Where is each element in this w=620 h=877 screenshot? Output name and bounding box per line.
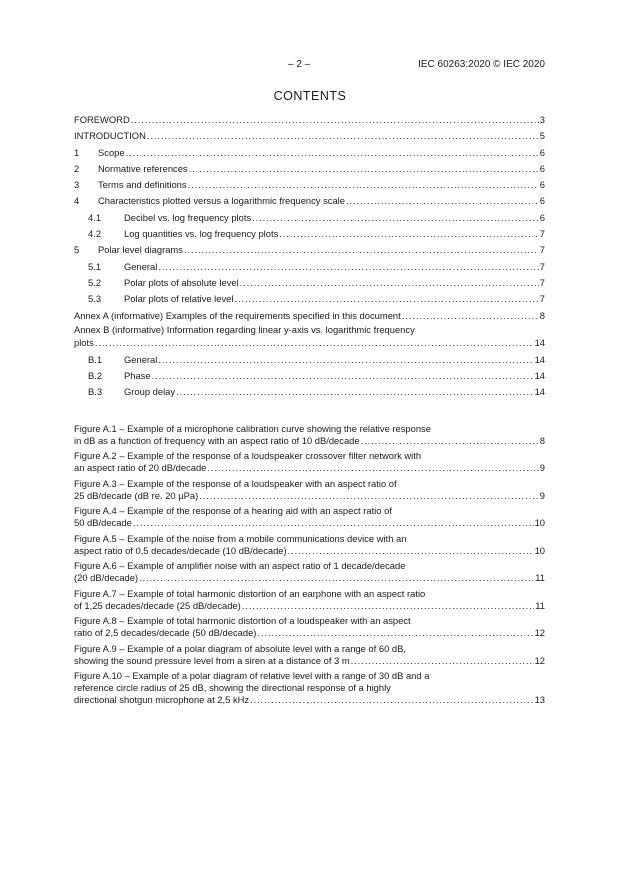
figure-caption-line1: Figure A.3 – Example of the response of a loudspeaker with an aspect ratio of: [74, 477, 397, 489]
figure-entry-line: [74, 517, 545, 529]
toc-entry-page: 8: [539, 309, 545, 321]
figure-caption-line1: Figure A.1 – Example of a microphone calibration curve showing the relative response: [74, 422, 431, 434]
figure-caption-last-line: (20 dB/decade): [74, 572, 139, 584]
figure-entry[interactable]: [74, 587, 545, 612]
toc-entry-line: [74, 242, 545, 258]
toc-entry[interactable]: [74, 259, 545, 275]
toc-entry-line: [74, 112, 545, 128]
document-reference: IEC 60263:2020 © IEC 2020: [418, 59, 545, 70]
toc-entry[interactable]: [74, 324, 545, 352]
figure-entry-line: [74, 572, 545, 584]
toc-entry-line: [74, 368, 545, 384]
figure-entry-line: [74, 422, 545, 435]
toc-entry-line: [74, 324, 545, 336]
dot-leader: [199, 490, 539, 502]
toc-entry-page: 6: [539, 162, 545, 174]
figure-entry[interactable]: [74, 559, 545, 584]
toc-entry-page: 6: [539, 146, 545, 158]
dot-leader: [288, 545, 534, 557]
toc-entry-page: 7: [539, 228, 545, 240]
toc-entry-title: INTRODUCTION: [74, 130, 146, 142]
toc-entry-title: Characteristics plotted versus a logarithmic frequency scale: [98, 195, 345, 207]
figure-caption-last-line: showing the sound pressure level from a siren at a distance of 3 m: [74, 654, 350, 666]
toc-entry-title: Log quantities vs. log frequency plots: [124, 228, 279, 240]
toc-entry-title: FOREWORD: [74, 114, 130, 125]
figure-entry-page: 10: [534, 544, 545, 556]
toc-entry-title: Phase: [124, 369, 151, 381]
toc-entry-page: 7: [539, 260, 545, 272]
figure-caption-line1: Figure A.7 – Example of total harmonic distortion of an earphone with an aspect ratio: [74, 587, 426, 599]
figure-caption-line1: Figure A.4 – Example of the response of a hearing aid with an aspect ratio of: [74, 505, 392, 517]
figure-caption-line1: Figure A.10 – Example of a polar diagram of relative level with a range of 30 dB and a: [74, 670, 430, 682]
toc-entry-number: 4.2: [88, 228, 102, 240]
figure-entry-page: 10: [534, 517, 545, 529]
dot-leader: [250, 694, 533, 706]
toc-entry-page: 7: [539, 244, 545, 256]
toc-entry-line: [74, 308, 545, 324]
toc-entry[interactable]: [74, 291, 545, 307]
toc-entry-number: 5.1: [88, 260, 102, 272]
figure-caption-line1: Figure A.6 – Example of amplifier noise with an aspect ratio of 1 decade/decade: [74, 560, 406, 572]
toc-entry-line: [74, 193, 545, 209]
dot-leader: [189, 161, 539, 177]
figure-entry-page: 13: [534, 693, 545, 705]
dot-leader: [279, 226, 539, 242]
figure-entry-line: [74, 587, 545, 600]
toc-entry-page: 7: [539, 293, 545, 305]
toc-entry-line: [74, 177, 545, 193]
toc-entry-line: [74, 335, 545, 351]
dot-leader: [207, 462, 538, 474]
figure-caption-line2: reference circle radius of 25 dB, showing the directional response of a highly: [74, 682, 391, 694]
toc-entry-title: Terms and definitions: [98, 179, 187, 191]
toc-entry-title-line1: Annex B (informative) Information regarding linear y-axis vs. logarithmic frequency: [74, 323, 415, 335]
toc-entry-number: 4.1: [88, 211, 102, 223]
figure-entry[interactable]: [74, 642, 545, 667]
dot-leader: [188, 177, 539, 193]
figure-entry-line: [74, 655, 545, 667]
dot-leader: [240, 275, 539, 291]
toc-entry-title: General: [124, 353, 158, 365]
figure-caption-line1: Figure A.5 – Example of the noise from a mobile communications device with an: [74, 532, 407, 544]
figure-entry[interactable]: [74, 669, 545, 705]
figure-entry-page: 9: [539, 462, 545, 474]
dot-leader: [158, 352, 533, 368]
dot-leader: [152, 368, 534, 384]
toc-entry-line: [74, 145, 545, 161]
toc-entry-number: B.1: [88, 353, 103, 365]
figure-entry-line: [74, 435, 545, 447]
toc-entry-line: [74, 161, 545, 177]
toc-entry-title: Polar plots of absolute level: [124, 276, 239, 288]
toc-entry-number: B.3: [88, 386, 103, 398]
figure-entry[interactable]: [74, 449, 545, 474]
dot-leader: [139, 572, 534, 584]
toc-entry-page: 14: [534, 386, 545, 398]
toc-entry-title: Annex A (informative) Examples of the requirements specified in this document: [74, 309, 401, 321]
toc-entry-title: Scope: [98, 146, 125, 158]
toc-entry-title: General: [124, 260, 158, 272]
figure-entry-page: 9: [539, 489, 545, 501]
figure-entry-page: 8: [539, 434, 545, 446]
toc-entry-page: 3: [539, 114, 545, 125]
toc-entry[interactable]: [74, 242, 545, 258]
figure-caption-line1: Figure A.9 – Example of a polar diagram of absolute level with a range of 60 dB,: [74, 642, 406, 654]
toc-entry-number: 4: [74, 195, 80, 207]
toc-entry[interactable]: [74, 308, 545, 324]
figure-entry-line: [74, 462, 545, 474]
toc-entry-number: 5.3: [88, 293, 102, 305]
figure-entry-line: [74, 449, 545, 462]
toc-entry-line: [74, 128, 545, 144]
toc-entry-number: 5.2: [88, 276, 102, 288]
figure-caption-last-line: 50 dB/decade: [74, 517, 132, 529]
figure-entry-line: [74, 600, 545, 612]
dot-leader: [133, 517, 534, 529]
dot-leader: [351, 655, 534, 667]
figure-entry-line: [74, 477, 545, 490]
toc-entry[interactable]: [74, 384, 545, 400]
figure-caption-last-line: ratio of 2,5 decades/decade (50 dB/decade): [74, 627, 257, 639]
dot-leader: [131, 112, 539, 128]
figure-caption-line1: Figure A.8 – Example of total harmonic distortion of a loudspeaker with an aspect: [74, 615, 411, 627]
figure-entry-line: [74, 642, 545, 655]
figure-entry[interactable]: [74, 532, 545, 557]
dot-leader: [402, 308, 539, 324]
figure-caption-last-line: in dB as a function of frequency with an aspect ratio of 10 dB/decade: [74, 434, 360, 446]
dot-leader: [346, 193, 539, 209]
figure-entry[interactable]: [74, 614, 545, 639]
toc-entry-page: 14: [534, 353, 545, 365]
table-of-contents: [74, 112, 545, 705]
dot-leader: [252, 210, 539, 226]
figure-entry-line: [74, 559, 545, 572]
toc-entry-page: 6: [539, 211, 545, 223]
figure-entry-line: [74, 669, 545, 682]
figure-entry-line: [74, 504, 545, 517]
dot-leader: [158, 259, 538, 275]
toc-entry-page: 7: [539, 276, 545, 288]
toc-entry-title: Group delay: [124, 386, 176, 398]
dot-leader: [176, 384, 533, 400]
figure-entry-line: [74, 694, 545, 706]
toc-entry-number: 3: [74, 179, 80, 191]
toc-entry-page: 14: [534, 369, 545, 381]
toc-entry-page: 6: [539, 195, 545, 207]
toc-entry[interactable]: [74, 112, 545, 128]
figure-entry-line: [74, 490, 545, 502]
dot-leader: [147, 128, 539, 144]
figure-caption-last-line: aspect ratio of 0,5 decades/decade (10 dB/decade): [74, 544, 287, 556]
toc-entry-page: 5: [539, 130, 545, 142]
toc-entry[interactable]: [74, 275, 545, 291]
toc-entry-title: Normative references: [98, 162, 188, 174]
toc-entry[interactable]: [74, 193, 545, 209]
section-gap: [74, 401, 545, 419]
dot-leader: [234, 291, 538, 307]
figure-entry-page: 11: [535, 599, 545, 611]
figure-caption-last-line: 25 dB/decade (dB re. 20 µPa): [74, 489, 199, 501]
figure-entry-page: 12: [534, 654, 545, 666]
toc-entry-line: [74, 226, 545, 242]
figure-entry-line: [74, 682, 545, 694]
toc-entry-title: plots: [74, 337, 94, 349]
dot-leader: [126, 145, 539, 161]
dot-leader: [184, 242, 539, 258]
toc-entry-line: [74, 275, 545, 291]
figure-caption-last-line: an aspect ratio of 20 dB/decade: [74, 462, 207, 474]
toc-entry[interactable]: [74, 368, 545, 384]
toc-entry-line: [74, 259, 545, 275]
dot-leader: [257, 627, 533, 639]
toc-entry[interactable]: [74, 226, 545, 242]
figure-entry-page: 12: [534, 627, 545, 639]
figure-entry-page: 11: [535, 572, 545, 584]
toc-entry-line: [74, 384, 545, 400]
toc-entry-line: [74, 352, 545, 368]
dot-leader: [95, 335, 534, 351]
figure-entry-line: [74, 532, 545, 545]
figure-entry-line: [74, 627, 545, 639]
toc-entry-title: Polar level diagrams: [98, 244, 183, 256]
figure-caption-last-line: directional shotgun microphone at 2,5 kHz: [74, 693, 250, 705]
toc-entry-number: 1: [74, 146, 80, 158]
toc-entry[interactable]: [74, 352, 545, 368]
contents-title: CONTENTS: [273, 89, 347, 103]
figure-caption-last-line: of 1,25 decades/decade (25 dB/decade): [74, 599, 241, 611]
figure-entry[interactable]: [74, 422, 545, 447]
toc-entry-title: Polar plots of relative level: [124, 293, 234, 305]
toc-entry-title: Decibel vs. log frequency plots: [124, 211, 252, 223]
figure-caption-line1: Figure A.2 – Example of the response of a loudspeaker crossover filter network with: [74, 450, 422, 462]
toc-entry-number: 5: [74, 244, 80, 256]
dot-leader: [242, 600, 534, 612]
toc-entry-page: 14: [534, 337, 545, 349]
toc-entry-number: B.2: [88, 369, 103, 381]
dot-leader: [361, 435, 539, 447]
figure-entry[interactable]: [74, 504, 545, 529]
toc-entry-number: 2: [74, 162, 80, 174]
figure-entry-line: [74, 545, 545, 557]
toc-entry-page: 6: [539, 179, 545, 191]
toc-entry-line: [74, 210, 545, 226]
toc-entry[interactable]: [74, 128, 545, 144]
toc-entry[interactable]: [74, 210, 545, 226]
toc-entry[interactable]: [74, 161, 545, 177]
toc-entry[interactable]: [74, 145, 545, 161]
toc-entry[interactable]: [74, 177, 545, 193]
page-number: – 2 –: [288, 59, 311, 70]
toc-entry-line: [74, 291, 545, 307]
figure-entry[interactable]: [74, 477, 545, 502]
figure-entry-line: [74, 614, 545, 627]
